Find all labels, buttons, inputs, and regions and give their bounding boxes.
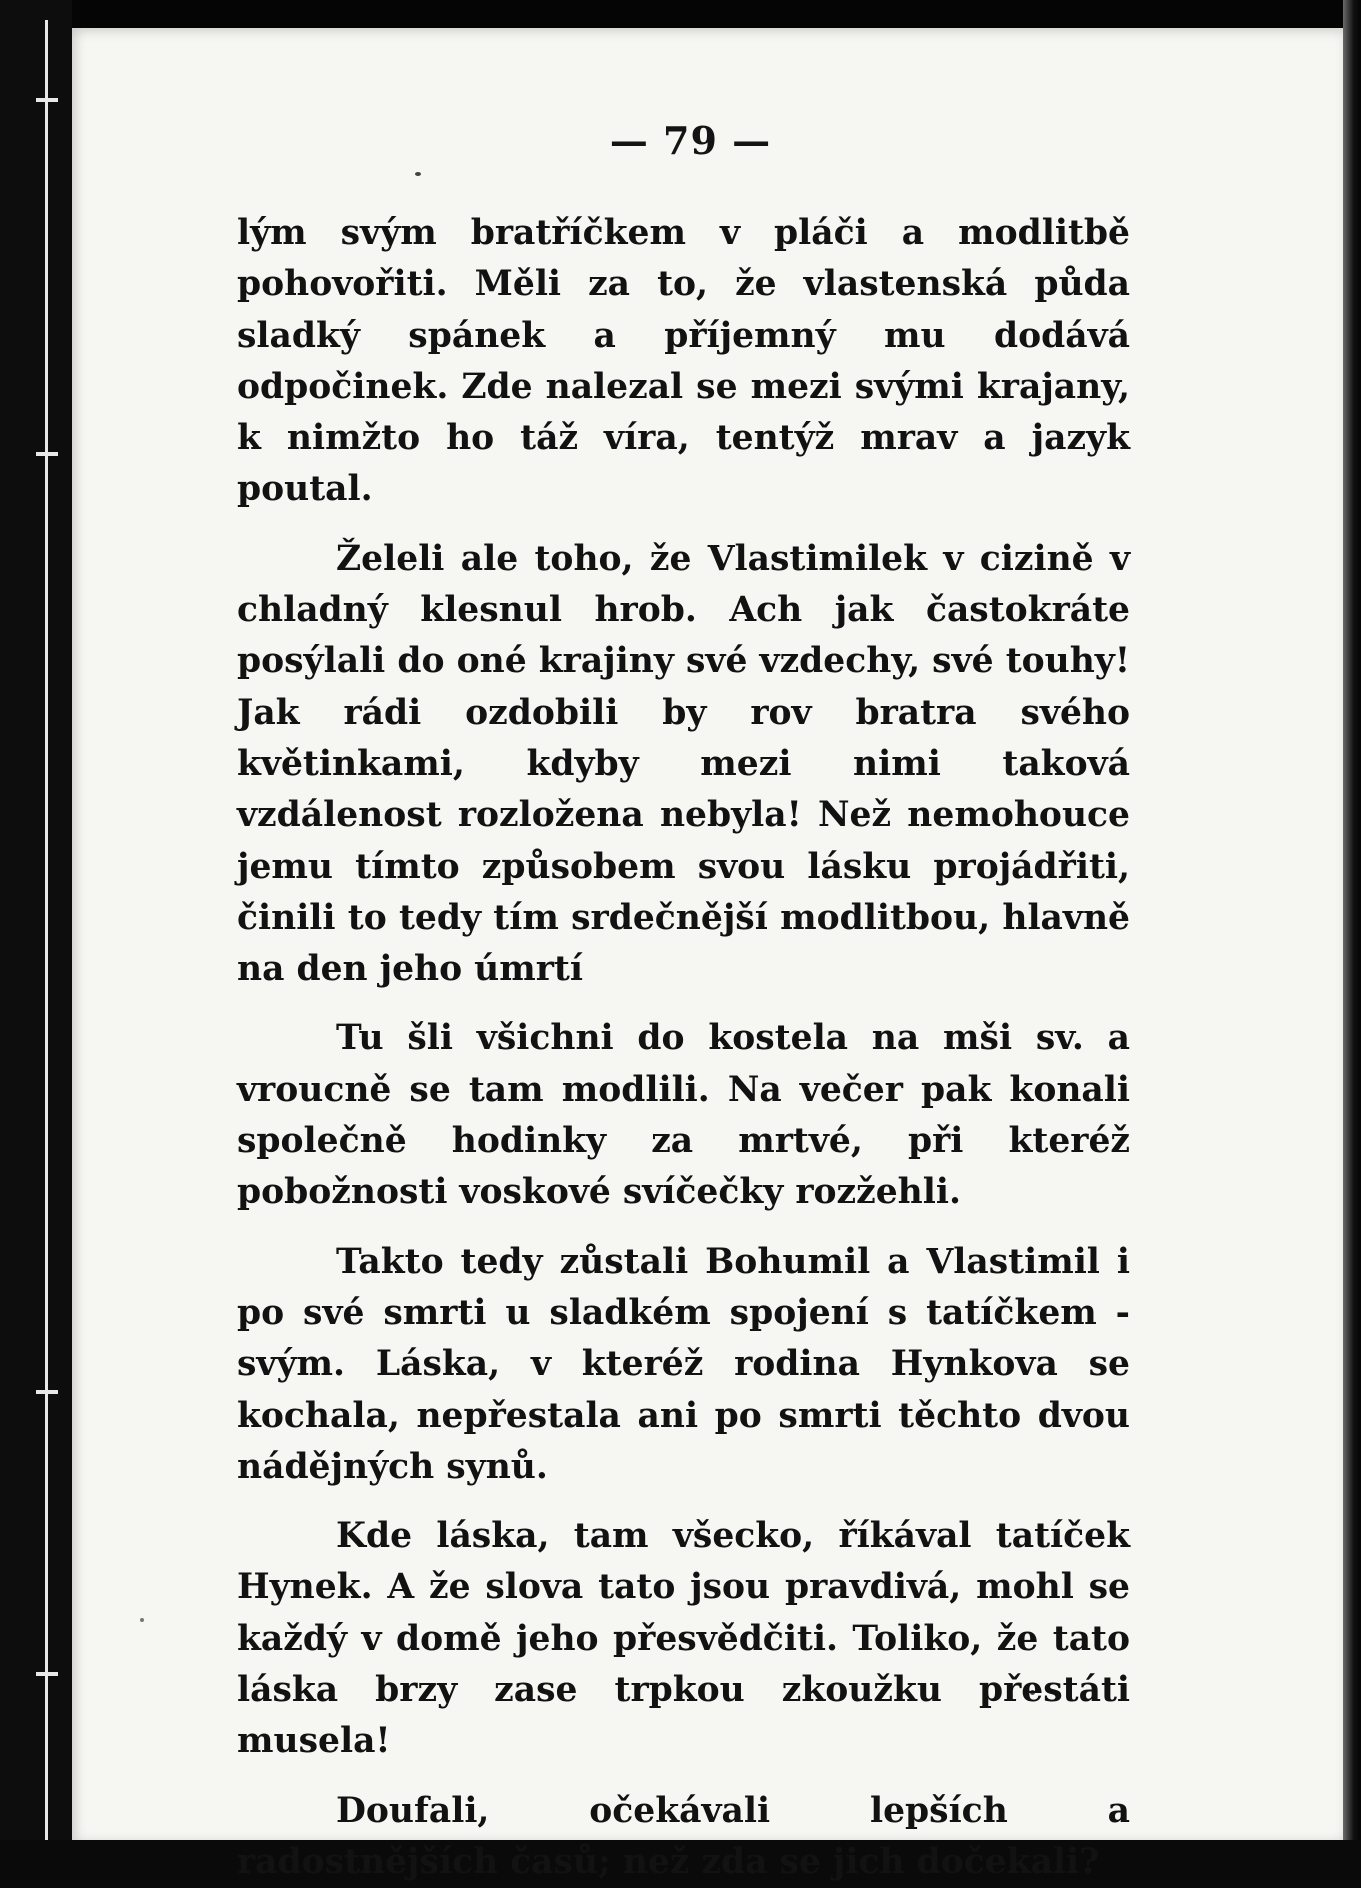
paragraph: Takto tedy zůstali Bohumil a Vlastimil i po své smrti u sladkém spojení s tatíčkem - svým. Láska, v kteréž rodina Hynkova se kochala, nepřestala ani po smrti těchto dvou nádějných synů. (237, 1241, 1130, 1487)
paragraph: Kde láska, tam všecko, říkával tatíček Hynek. A že slova tato jsou pravdivá, mohl se každý v domě jeho přesvědčiti. Toliko, že tato láska brzy zase trpkou zkoužku přestáti musela! (237, 1516, 1130, 1762)
binding-tick (36, 1390, 58, 1394)
binding-line (45, 20, 48, 1840)
paragraph: Tu šli všichni do kostela na mši sv. a vroucně se tam modlili. Na večer pak konali společně hodinky za mrtvé, při kteréž pobožnosti voskové svíčečky rozžehli. (237, 1018, 1130, 1213)
paragraph: Doufali, očekávali lepších a radostnějších časů; než zda se jich dočekali? (237, 1790, 1130, 1882)
page-number: — 79 — (609, 118, 772, 163)
paragraph: Želeli ale toho, že Vlastimilek v cizině v chladný klesnul hrob. Ach jak častokráte posýlali do oné krajiny své vzdechy, své touhy! Jak rádi ozdobili by rov bratra svého květinkami, kdyby mezi nimi taková vzdálenost rozložena nebyla! Než nemohouce jemu tímto způsobem svou lásku projádřiti, činili to tedy tím srdečnější modlitbou, hlavně na den jeho úmrtí (237, 538, 1130, 990)
print-speck (415, 172, 421, 176)
binding-tick (36, 452, 58, 456)
print-speck (140, 1618, 144, 1622)
body-text (237, 208, 1130, 1888)
binding-tick (36, 1672, 58, 1676)
paragraph: lým svým bratříčkem v pláči a modlitbě pohovořiti. Měli za to, že vlastenská půda sladký spánek a příjemný mu dodává odpočinek. Zde nalezal se mezi svými krajany, k nimžto ho táž víra, tentýž mrav a jazyk poutal. (237, 213, 1130, 510)
binding-tick (36, 98, 58, 102)
scan-right-border (1343, 0, 1361, 1840)
scan-top-border (0, 0, 1361, 28)
scan-left-border (0, 0, 72, 1840)
